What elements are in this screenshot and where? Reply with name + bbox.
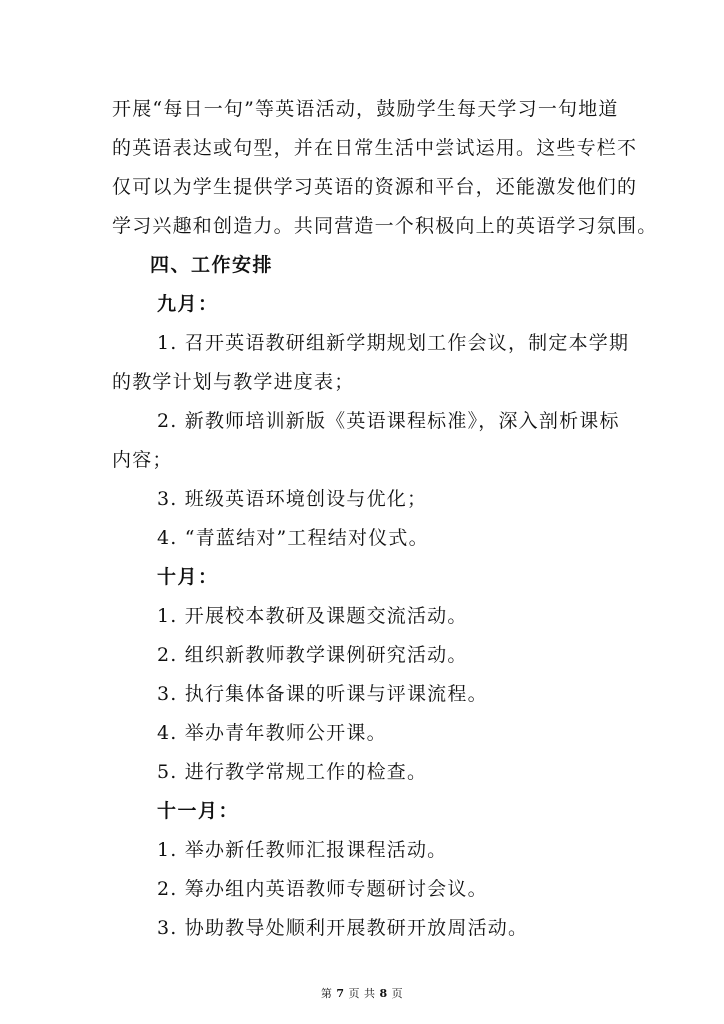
page-footer	[0, 985, 724, 1001]
list-item: 1. 开展校本教研及课题交流活动。	[157, 605, 468, 627]
list-item: 4. 举办青年教师公开课。	[157, 722, 387, 744]
list-item-continuation: 的教学计划与教学进度表；	[112, 371, 355, 393]
paragraph-line: 学习兴趣和创造力。共同营造一个积极向上的英语学习氛围。	[112, 215, 658, 237]
paragraph-line: 仅可以为学生提供学习英语的资源和平台，还能激发他们的	[112, 176, 638, 198]
list-item: 3. 班级英语环境创设与优化；	[157, 488, 428, 510]
month-title-november: 十一月：	[157, 800, 240, 822]
footer-mid: 页 共	[348, 987, 376, 1000]
list-item: 2. 新教师培训新版《英语课程标准》，深入剖析课标	[157, 410, 620, 432]
paragraph-line: 开展“每日一句”等英语活动，鼓励学生每天学习一句地道	[112, 98, 619, 120]
list-item: 4. “青蓝结对”工程结对仪式。	[157, 527, 429, 549]
list-item-continuation: 内容；	[112, 449, 173, 471]
footer-page-number: 7	[336, 987, 345, 1000]
list-item: 5. 进行教学常规工作的检查。	[157, 761, 428, 783]
footer-suffix: 页	[391, 987, 404, 1000]
paragraph-line: 的英语表达或句型，并在日常生活中尝试运用。这些专栏不	[112, 137, 638, 159]
footer-prefix: 第	[320, 987, 333, 1000]
section-heading: 四、工作安排	[150, 254, 274, 276]
month-title-september: 九月：	[157, 293, 219, 315]
list-item: 3. 执行集体备课的听课与评课流程。	[157, 683, 488, 705]
list-item: 2. 组织新教师教学课例研究活动。	[157, 644, 468, 666]
list-item: 1. 举办新任教师汇报课程活动。	[157, 839, 448, 861]
month-title-october: 十月：	[157, 566, 219, 588]
footer-total-pages: 8	[379, 987, 388, 1000]
list-item: 3. 协助教导处顺利开展教研开放周活动。	[157, 917, 529, 939]
list-item: 1. 召开英语教研组新学期规划工作会议，制定本学期	[157, 332, 630, 354]
list-item: 2. 筹办组内英语教师专题研讨会议。	[157, 878, 488, 900]
